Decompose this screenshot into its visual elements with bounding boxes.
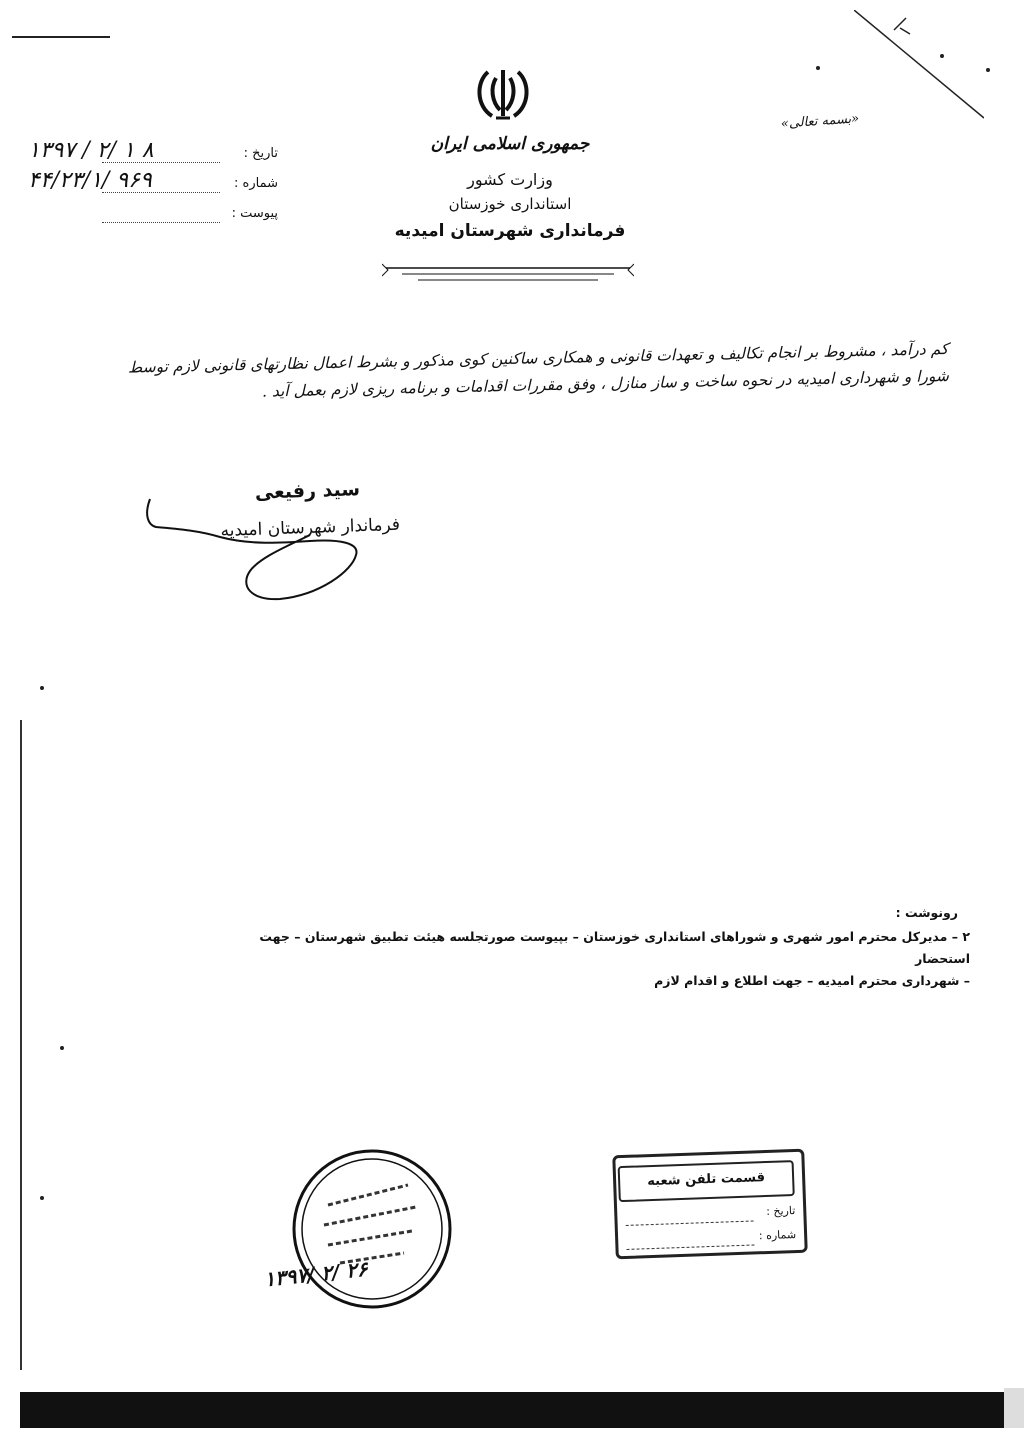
- attachment-row: [28, 200, 278, 230]
- scan-speck: [940, 54, 944, 58]
- number-value: ۴۴/۲۳/۱/ ۹۶۹: [28, 168, 152, 193]
- rect-stamp-date-line: [626, 1220, 754, 1225]
- rect-stamp-title: قسمت تلفن شعبه: [618, 1160, 795, 1202]
- reference-block: [28, 140, 278, 230]
- signer-title: فرماندار شهرستان امیدیه: [220, 514, 401, 542]
- cc-block: [240, 905, 970, 992]
- body-line-2: شورا و شهرداری امیدیه در نحوه ساخت و ساز منازل ، وفق مقررات اقدامات و برنامه ریزی لازم بعمل آید .: [261, 366, 950, 401]
- province-title: استانداری خوزستان: [448, 195, 572, 213]
- scan-artifact-left: [20, 720, 22, 1370]
- iran-emblem-icon: [474, 66, 532, 122]
- scan-bottom-edge: [1004, 1388, 1024, 1428]
- attachment-label: پیوست :: [231, 206, 278, 221]
- rectangular-stamp: [612, 1149, 808, 1260]
- cc-line-1: ۲ – مدیرکل محترم امور شهری و شوراهای استانداری خوزستان – بپیوست صورتجلسه هیئت تطبیق شهرستان – جهت استحضار: [259, 929, 970, 966]
- cc-line-2: – شهرداری محترم امیدیه – جهت اطلاع و اقدام لازم: [654, 973, 970, 988]
- body-line-1: کم درآمد ، مشروط بر انجام تکالیف و تعهدات قانونی و همکاری ساکنین کوی مذکور و بشرط اعمال نظارتهای قانونی لازم توسط: [127, 339, 949, 377]
- attachment-dotted-line: [102, 222, 220, 223]
- scan-speck: [40, 1196, 44, 1200]
- scan-bottom-bar: [20, 1392, 1004, 1428]
- letterhead: [360, 130, 660, 241]
- date-row: [28, 140, 278, 170]
- rect-stamp-date-label: تاریخ :: [765, 1204, 796, 1219]
- governorate-title: فرمانداری شهرستان امیدیه: [394, 221, 626, 241]
- rect-stamp-number-row: [624, 1228, 797, 1252]
- rect-stamp-number-line: [627, 1244, 755, 1249]
- rect-stamp-date-row: [623, 1204, 796, 1228]
- date-label: تاریخ :: [243, 146, 278, 161]
- handwritten-signature: [120, 485, 390, 605]
- scan-speck: [986, 68, 990, 72]
- date-value: ۱۳۹۷ / ۲/ ۱ ۸: [28, 138, 154, 163]
- stamp-date: ۱۳۹۷/ ۲/ ۲۶: [263, 1256, 369, 1292]
- header-ornament-rule: [382, 262, 634, 286]
- number-row: [28, 170, 278, 200]
- scan-speck: [60, 1046, 64, 1050]
- number-label: شماره :: [234, 176, 278, 191]
- scan-speck: [40, 686, 44, 690]
- signer-name: سید رفیعی: [254, 478, 361, 504]
- republic-title: جمهوری اسلامی ایران: [430, 134, 590, 154]
- cc-heading: رونوشت :: [895, 905, 958, 920]
- scan-artifact-corner: [854, 10, 984, 120]
- scan-artifact-top: [12, 36, 110, 38]
- bismillah: «بسمه تعالی»: [780, 111, 860, 132]
- round-official-stamp: [288, 1145, 456, 1313]
- scan-speck: [816, 66, 820, 70]
- ministry-title: وزارت کشور: [467, 170, 553, 189]
- rect-stamp-number-label: شماره :: [758, 1228, 797, 1243]
- letter-body: [88, 336, 949, 409]
